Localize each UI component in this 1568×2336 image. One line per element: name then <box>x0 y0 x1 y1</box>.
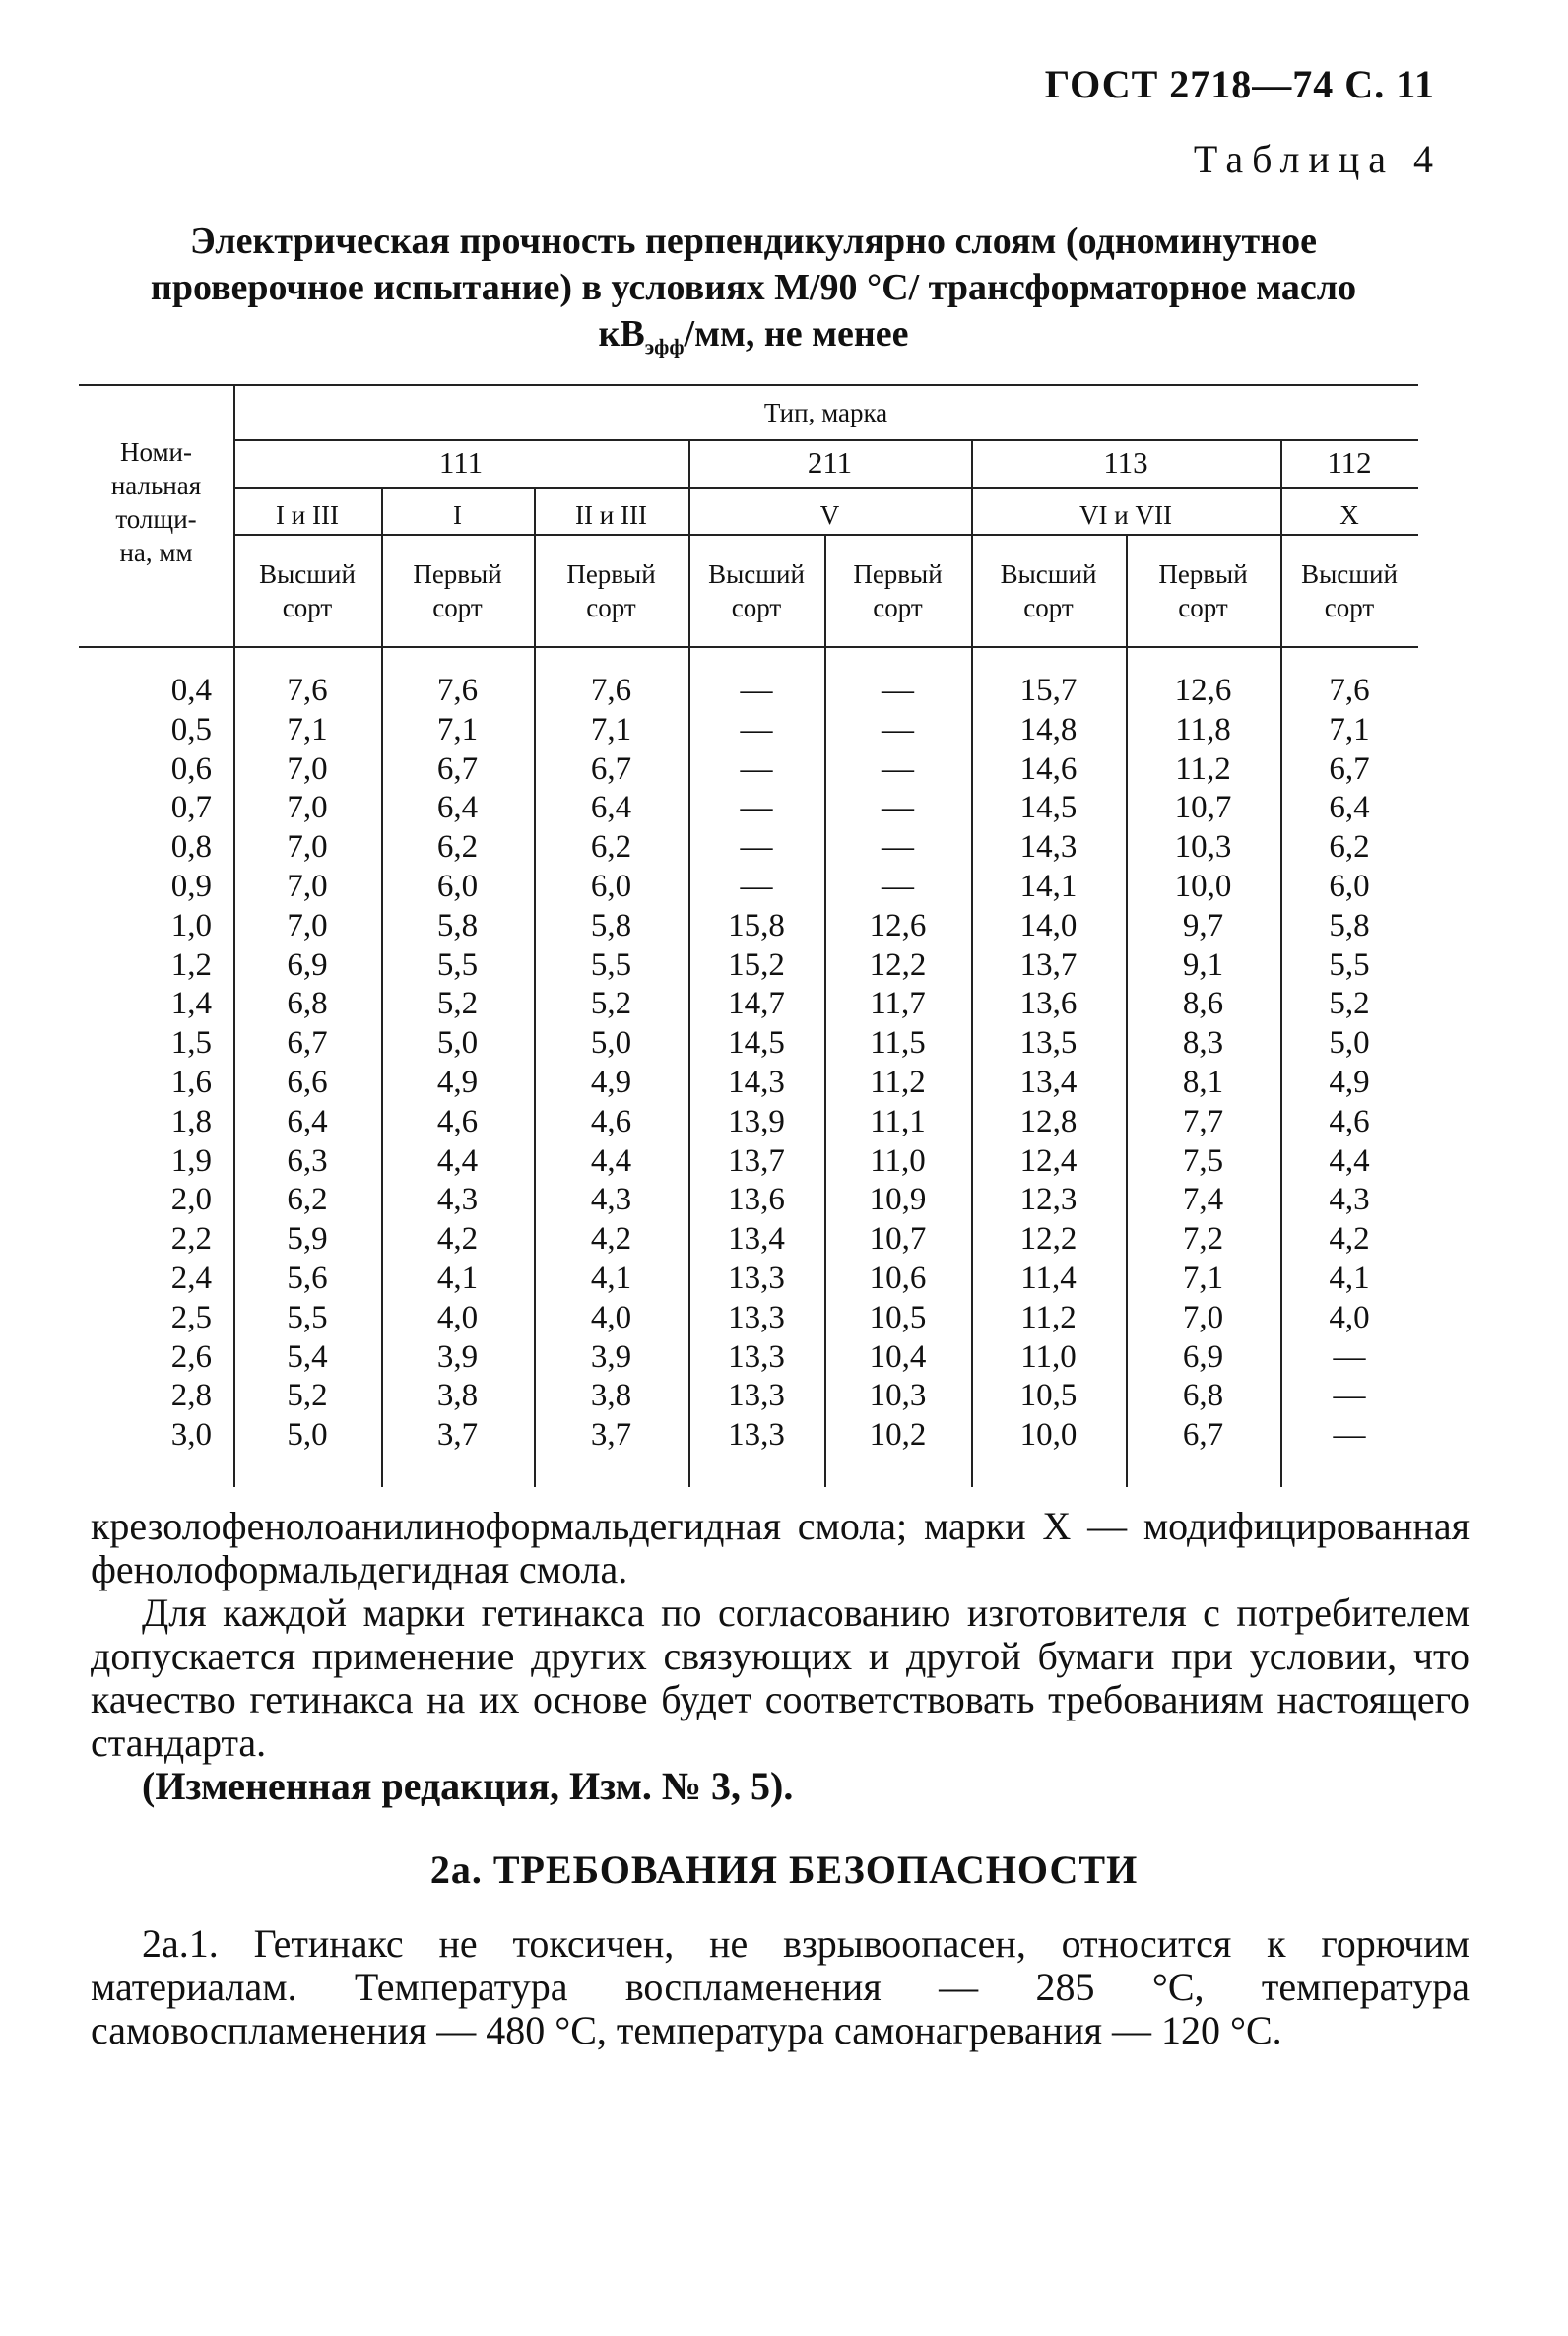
table-label: Таблица 4 <box>1193 137 1442 181</box>
paragraph: Для каждой марки гетинакса по согласованию изготовителя с потребителем допускается применение других связующих и другой бумаги при условии, что качество гетинакса на их основе будет соответствовать требованиям настоящего стандарта. <box>91 1590 1470 1765</box>
sort-word: Первый <box>1158 559 1248 589</box>
thickness-cell: 0,4 <box>170 673 212 708</box>
value-cell: 5,0 <box>1329 1025 1370 1062</box>
value-cell: 7,2 <box>1182 1221 1224 1258</box>
value-cell: 10,3 <box>869 1378 927 1414</box>
value-cell: 11,7 <box>870 986 926 1022</box>
value-cell: 7,6 <box>590 673 632 708</box>
value-cell: 10,5 <box>1019 1378 1078 1414</box>
value-column <box>688 672 824 1456</box>
thickness-cell: 1,2 <box>170 946 212 983</box>
sort-label <box>534 557 688 624</box>
sort-word: Высший <box>708 559 805 589</box>
value-cell: 10,4 <box>869 1338 927 1375</box>
value-cell: 6,4 <box>590 790 632 826</box>
thickness-cell: 0,6 <box>170 750 212 787</box>
table-top-rule <box>79 384 1418 386</box>
value-cell: 8,3 <box>1182 1025 1224 1062</box>
value-cell: 6,7 <box>1329 750 1370 787</box>
value-cell: 7,1 <box>1182 1260 1224 1296</box>
thickness-cell: 2,5 <box>170 1299 212 1335</box>
value-cell: 8,1 <box>1182 1064 1224 1100</box>
value-cell: 6,0 <box>590 868 632 904</box>
sort-word: сорт <box>873 593 923 622</box>
value-cell: 12,6 <box>869 907 927 943</box>
value-cell: 11,2 <box>1020 1299 1077 1335</box>
value-cell: 13,3 <box>728 1378 785 1414</box>
value-cell: 7,0 <box>287 790 328 826</box>
sort-word: сорт <box>731 593 782 622</box>
value-cell: 4,6 <box>590 1103 632 1139</box>
value-cell: 12,2 <box>869 946 927 983</box>
value-cell: 11,5 <box>870 1025 926 1062</box>
value-cell: 11,1 <box>870 1103 926 1139</box>
value-cell: 14,6 <box>1019 750 1078 787</box>
value-cell: 4,0 <box>590 1299 632 1335</box>
value-cell: 7,1 <box>590 711 632 747</box>
thickness-cell: 3,0 <box>170 1417 212 1454</box>
value-cell: 10,0 <box>1019 1417 1078 1454</box>
value-cell: 7,6 <box>1329 673 1370 708</box>
value-cell: 5,0 <box>590 1025 632 1062</box>
value-cell: 5,2 <box>590 986 632 1022</box>
value-cell: 6,4 <box>436 790 479 826</box>
grade-rule <box>233 487 1418 489</box>
value-cell: 15,2 <box>728 946 785 983</box>
value-cell: — <box>740 868 773 904</box>
value-cell: 13,7 <box>1019 946 1078 983</box>
value-cell: 14,5 <box>1019 790 1078 826</box>
thickness-cell: 0,5 <box>170 711 212 747</box>
value-cell: 12,4 <box>1019 1142 1078 1179</box>
value-cell: 14,0 <box>1019 907 1078 943</box>
thickness-cell: 0,8 <box>170 829 212 866</box>
value-cell: 10,6 <box>869 1260 927 1296</box>
title-line-3 <box>98 311 1408 370</box>
value-cell: 7,4 <box>1182 1182 1224 1218</box>
sort-word: сорт <box>432 593 483 622</box>
value-cell: 10,2 <box>869 1417 927 1454</box>
value-cell: 14,5 <box>728 1025 785 1062</box>
value-cell: 12,2 <box>1019 1221 1078 1258</box>
value-cell: 6,2 <box>1329 829 1370 866</box>
sort-word: сорт <box>1023 593 1074 622</box>
value-cell: — <box>740 829 773 866</box>
value-cell: 7,0 <box>287 868 328 904</box>
value-cell: 12,3 <box>1019 1182 1078 1218</box>
value-cell: 4,6 <box>436 1103 479 1139</box>
thickness-cell: 1,0 <box>170 907 212 943</box>
value-column <box>534 672 688 1456</box>
value-cell: 13,5 <box>1019 1025 1078 1062</box>
value-cell: 14,8 <box>1019 711 1078 747</box>
type-113: 113 <box>1103 445 1148 480</box>
document-reference: ГОСТ 2718—74 С. 11 <box>1044 62 1435 106</box>
value-cell: — <box>1333 1378 1366 1414</box>
value-cell: 5,5 <box>1329 946 1370 983</box>
value-cell: 7,6 <box>436 673 479 708</box>
value-cell: 11,0 <box>870 1142 926 1179</box>
value-cell: 3,7 <box>436 1417 479 1454</box>
value-cell: — <box>882 750 914 787</box>
value-cell: 4,3 <box>1329 1182 1370 1218</box>
value-cell: 13,9 <box>728 1103 785 1139</box>
value-cell: 7,1 <box>287 711 328 747</box>
grade-1: I <box>453 500 462 530</box>
value-cell: 13,4 <box>728 1221 785 1258</box>
value-cell: 13,3 <box>728 1299 785 1335</box>
value-cell: — <box>740 711 773 747</box>
value-cell: 3,9 <box>436 1338 479 1375</box>
value-cell: 11,2 <box>1175 750 1231 787</box>
value-cell: 5,9 <box>287 1221 328 1258</box>
value-cell: 5,8 <box>590 907 632 943</box>
value-cell: 5,6 <box>287 1260 328 1296</box>
value-column <box>971 672 1126 1456</box>
thickness-cell: 1,6 <box>170 1064 212 1100</box>
grade-2-3: II и III <box>575 500 647 530</box>
value-cell: 5,4 <box>287 1338 328 1375</box>
value-cell: 6,9 <box>1182 1338 1224 1375</box>
value-cell: 4,2 <box>436 1221 479 1258</box>
value-cell: 14,1 <box>1019 868 1078 904</box>
value-cell: 14,3 <box>728 1064 785 1100</box>
value-cell: — <box>740 750 773 787</box>
value-cell: 3,9 <box>590 1338 632 1375</box>
value-cell: 13,6 <box>1019 986 1078 1022</box>
value-cell: 6,8 <box>287 986 328 1022</box>
value-column <box>381 672 534 1456</box>
value-cell: 4,4 <box>436 1142 479 1179</box>
value-cell: 4,6 <box>1329 1103 1370 1139</box>
value-cell: 5,0 <box>436 1025 479 1062</box>
group-header: Тип, марка <box>763 398 888 427</box>
value-cell: 14,3 <box>1019 829 1078 866</box>
value-cell: 3,7 <box>590 1417 632 1454</box>
value-cell: 13,7 <box>728 1142 785 1179</box>
paragraph: крезолофенолоанилиноформальдегидная смола; марки X — модифицированная фенолоформальдегидная смола. <box>91 1504 1470 1591</box>
value-cell: 5,5 <box>590 946 632 983</box>
value-cell: 6,7 <box>436 750 479 787</box>
value-column <box>824 672 971 1456</box>
value-cell: 7,1 <box>436 711 479 747</box>
thickness-cell: 1,8 <box>170 1103 212 1139</box>
value-cell: 12,8 <box>1019 1103 1078 1139</box>
value-column <box>1126 672 1280 1456</box>
value-cell: — <box>740 790 773 826</box>
value-cell: 4,4 <box>590 1142 632 1179</box>
value-cell: 7,0 <box>287 829 328 866</box>
value-cell: 8,6 <box>1182 986 1224 1022</box>
thickness-cell: 2,4 <box>170 1260 212 1296</box>
value-cell: 6,9 <box>287 946 328 983</box>
value-cell: 6,3 <box>287 1142 328 1179</box>
thickness-cell: 1,9 <box>170 1142 212 1179</box>
type-211: 211 <box>807 445 853 480</box>
value-cell: 4,0 <box>436 1299 479 1335</box>
section-title: 2а. ТРЕБОВАНИЯ БЕЗОПАСНОСТИ <box>429 1848 1139 1892</box>
value-cell: 4,3 <box>436 1182 479 1218</box>
sort-label <box>1280 557 1418 624</box>
value-cell: — <box>882 790 914 826</box>
value-cell: 4,2 <box>590 1221 632 1258</box>
value-cell: 7,0 <box>1182 1299 1224 1335</box>
table-title <box>98 219 1408 370</box>
value-cell: — <box>882 829 914 866</box>
value-cell: 7,0 <box>287 907 328 943</box>
value-cell: 4,1 <box>1329 1260 1370 1296</box>
value-cell: 4,2 <box>1329 1221 1370 1258</box>
grade-1-3: I и III <box>276 500 339 530</box>
value-cell: 6,7 <box>287 1025 328 1062</box>
sort-label <box>688 557 824 624</box>
title-line-2: проверочное испытание) в условиях М/90 °С/ трансформаторное масло <box>150 267 1357 308</box>
value-cell: 14,7 <box>728 986 785 1022</box>
value-cell: 11,0 <box>1020 1338 1077 1375</box>
value-cell: 10,7 <box>869 1221 927 1258</box>
sort-word: сорт <box>586 593 636 622</box>
sort-word: Первый <box>853 559 943 589</box>
value-cell: 6,2 <box>287 1182 328 1218</box>
sort-word: сорт <box>1178 593 1228 622</box>
row-header-line: нальная <box>110 471 202 500</box>
value-cell: 5,5 <box>287 1299 328 1335</box>
value-cell: 5,5 <box>436 946 479 983</box>
value-cell: — <box>882 711 914 747</box>
value-cell: 4,1 <box>436 1260 479 1296</box>
value-cell: 13,4 <box>1019 1064 1078 1100</box>
value-cell: 5,8 <box>436 907 479 943</box>
value-cell: 4,9 <box>1329 1064 1370 1100</box>
value-cell: 6,4 <box>287 1103 328 1139</box>
value-cell: 4,1 <box>590 1260 632 1296</box>
sort-label <box>233 557 381 624</box>
type-111: 111 <box>438 445 484 480</box>
value-column <box>1280 672 1418 1456</box>
sort-word: сорт <box>282 593 333 622</box>
sort-word: Высший <box>1000 559 1097 589</box>
grade-6-7: VI и VII <box>1079 500 1172 530</box>
value-cell: — <box>1333 1338 1366 1375</box>
value-cell: 5,2 <box>1329 986 1370 1022</box>
value-cell: 6,7 <box>1182 1417 1224 1454</box>
sort-word: Первый <box>566 559 656 589</box>
thickness-column <box>79 672 212 1456</box>
value-cell: — <box>740 673 773 708</box>
sort-label <box>971 557 1126 624</box>
row-header-line: на, мм <box>119 538 193 567</box>
thickness-cell: 1,4 <box>170 986 212 1022</box>
value-cell: 5,8 <box>1329 907 1370 943</box>
type-112: 112 <box>1327 445 1372 480</box>
value-cell: 11,2 <box>870 1064 926 1100</box>
value-cell: 4,9 <box>590 1064 632 1100</box>
value-cell: 12,6 <box>1174 673 1232 708</box>
value-cell: — <box>882 673 914 708</box>
value-cell: 3,8 <box>590 1378 632 1414</box>
value-cell: 11,4 <box>1020 1260 1077 1296</box>
data-table <box>79 384 1418 1487</box>
value-cell: 5,0 <box>287 1417 328 1454</box>
value-cell: 6,0 <box>1329 868 1370 904</box>
value-cell: 10,9 <box>869 1182 927 1218</box>
row-header-line: толщи- <box>115 504 197 534</box>
value-cell: 4,9 <box>436 1064 479 1100</box>
sort-word: Высший <box>1301 559 1398 589</box>
value-cell: 10,0 <box>1174 868 1232 904</box>
sort-word: Первый <box>413 559 502 589</box>
row-header-line: Номи- <box>119 437 192 467</box>
value-cell: 6,7 <box>590 750 632 787</box>
amendment-note: (Измененная редакция, Изм. № 3, 5). <box>142 1764 794 1808</box>
thickness-cell: 0,9 <box>170 868 212 904</box>
value-cell: 6,4 <box>1329 790 1370 826</box>
value-cell: 5,2 <box>287 1378 328 1414</box>
value-cell: 4,4 <box>1329 1142 1370 1179</box>
sort-word: Высший <box>259 559 356 589</box>
value-cell: 7,0 <box>287 750 328 787</box>
value-cell: — <box>1333 1417 1366 1454</box>
value-cell: 9,1 <box>1182 946 1224 983</box>
title-unit: кВ <box>598 313 645 355</box>
value-cell: 13,6 <box>728 1182 785 1218</box>
sort-label <box>381 557 534 624</box>
value-cell: 7,6 <box>287 673 328 708</box>
value-cell: 13,3 <box>728 1260 785 1296</box>
value-cell: 7,5 <box>1182 1142 1224 1179</box>
grade-x: X <box>1339 500 1359 530</box>
value-cell: 15,8 <box>728 907 785 943</box>
value-cell: 4,0 <box>1329 1299 1370 1335</box>
sort-label <box>1126 557 1280 624</box>
value-cell: 10,3 <box>1174 829 1232 866</box>
grade-5: V <box>819 500 840 530</box>
value-cell: 7,1 <box>1329 711 1370 747</box>
thickness-cell: 2,2 <box>170 1221 212 1258</box>
value-cell: 6,2 <box>590 829 632 866</box>
value-cell: 6,6 <box>287 1064 328 1100</box>
sort-label <box>824 557 971 624</box>
value-cell: 6,0 <box>436 868 479 904</box>
value-cell: 13,3 <box>728 1338 785 1375</box>
value-cell: 6,2 <box>436 829 479 866</box>
value-cell: 10,7 <box>1174 790 1232 826</box>
thickness-cell: 2,8 <box>170 1378 212 1414</box>
paragraph: 2а.1. Гетинакс не токсичен, не взрывоопасен, относится к горючим материалам. Температура воспламенения — 285 °С, температура самовоспламенения — 480 °С, температура самонагревания — 120 °С. <box>91 1921 1470 2052</box>
value-cell: — <box>882 868 914 904</box>
thickness-cell: 0,7 <box>170 790 212 826</box>
sort-word: сорт <box>1324 593 1375 622</box>
thickness-cell: 2,0 <box>170 1182 212 1218</box>
title-unit-rest: /мм, не менее <box>684 313 909 355</box>
title-unit-subscript: эфф <box>644 334 685 359</box>
value-cell: 9,7 <box>1182 907 1224 943</box>
value-cell: 6,8 <box>1182 1378 1224 1414</box>
value-cell: 4,3 <box>590 1182 632 1218</box>
value-cell: 15,7 <box>1019 673 1078 708</box>
header-bottom-rule <box>79 646 1418 648</box>
value-cell: 10,5 <box>869 1299 927 1335</box>
value-cell: 11,8 <box>1175 711 1231 747</box>
value-cell: 7,7 <box>1182 1103 1224 1139</box>
value-cell: 5,2 <box>436 986 479 1022</box>
value-cell: 3,8 <box>436 1378 479 1414</box>
row-header <box>79 435 233 569</box>
value-column <box>233 672 381 1456</box>
thickness-cell: 2,6 <box>170 1338 212 1375</box>
title-line-1: Электрическая прочность перпендикулярно слоям (одноминутное <box>190 221 1317 262</box>
value-cell: 13,3 <box>728 1417 785 1454</box>
type-rule <box>233 439 1418 441</box>
thickness-cell: 1,5 <box>170 1025 212 1062</box>
